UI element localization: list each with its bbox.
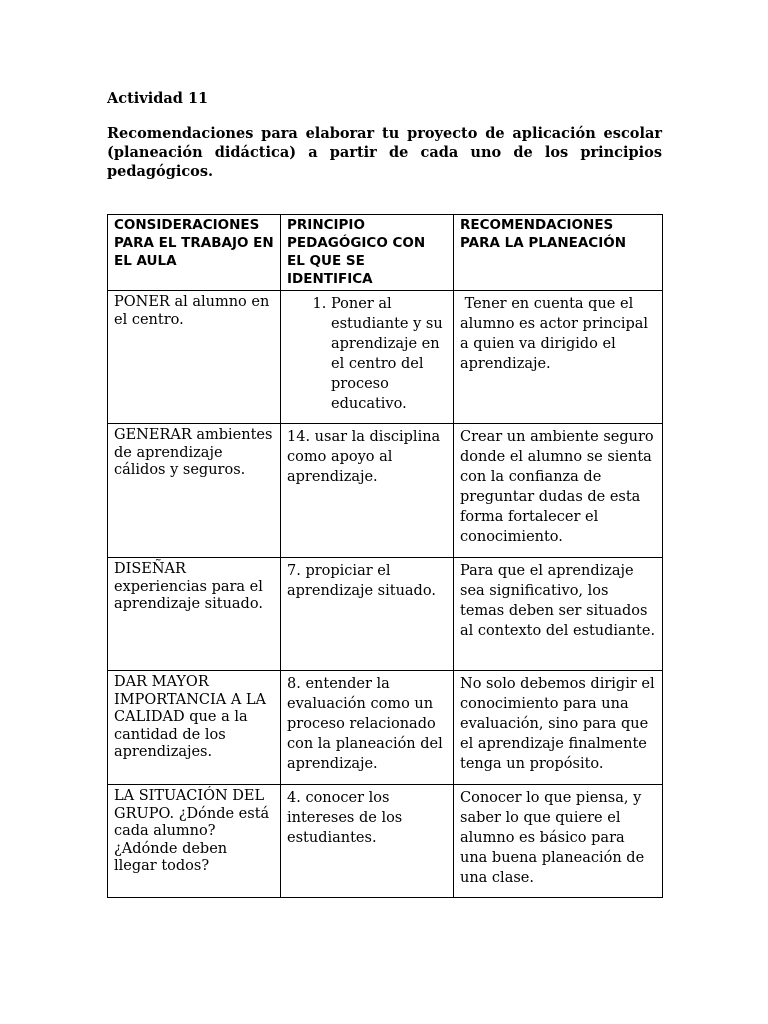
cell-recomendacion: Conocer lo que piensa, y saber lo que quiere el alumno es básico para una buena planeación de una clase. [454,785,663,898]
cell-principio: 4. conocer los intereses de los estudiantes. [281,785,454,898]
table-header-row [108,215,663,291]
table-row [108,558,663,671]
header-recomendaciones: RECOMENDACIONES PARA LA PLANEACIÓN [454,215,663,291]
principle-list-item: 1. Poner al estudiante y su aprendizaje en el centro del proceso educativo. [331,294,447,414]
document-intro: Recomendaciones para elaborar tu proyecto de aplicación escolar (planeación didáctica) a partir de cada uno de los principios pedagógicos. [107,125,662,180]
cell-consideracion: GENERAR ambientes de aprendizaje cálidos y seguros. [108,424,281,558]
cell-recomendacion: Tener en cuenta que el alumno es actor principal a quien va dirigido el aprendizaje. [454,291,663,424]
principle-list [287,294,447,414]
cell-recomendacion: Para que el aprendizaje sea significativo, los temas deben ser situados al contexto del estudiante. [454,558,663,671]
cell-principio: 8. entender la evaluación como un proceso relacionado con la planeación del aprendizaje. [281,671,454,785]
table-row [108,291,663,424]
cell-consideracion: DISEÑAR experiencias para el aprendizaje situado. [108,558,281,671]
cell-principio [281,291,454,424]
table-row [108,785,663,898]
header-principio: PRINCIPIO PEDAGÓGICO CON EL QUE SE IDENTIFICA [281,215,454,291]
cell-consideracion: DAR MAYOR IMPORTANCIA A LA CALIDAD que a la cantidad de los aprendizajes. [108,671,281,785]
header-consideraciones: CONSIDERACIONES PARA EL TRABAJO EN EL AULA [108,215,281,291]
document-title: Actividad 11 [107,90,209,107]
principles-table [107,214,663,898]
cell-recomendacion: No solo debemos dirigir el conocimiento para una evaluación, sino para que el aprendizaje finalmente tenga un propósito. [454,671,663,785]
cell-consideracion: LA SITUACIÓN DEL GRUPO. ¿Dónde está cada alumno? ¿Adónde deben llegar todos? [108,785,281,898]
cell-recomendacion: Crear un ambiente seguro donde el alumno se sienta con la confianza de preguntar dudas de esta forma fortalecer el conocimiento. [454,424,663,558]
cell-principio: 7. propiciar el aprendizaje situado. [281,558,454,671]
cell-consideracion: PONER al alumno en el centro. [108,291,281,424]
table-row [108,424,663,558]
cell-principio: 14. usar la disciplina como apoyo al aprendizaje. [281,424,454,558]
table-row [108,671,663,785]
